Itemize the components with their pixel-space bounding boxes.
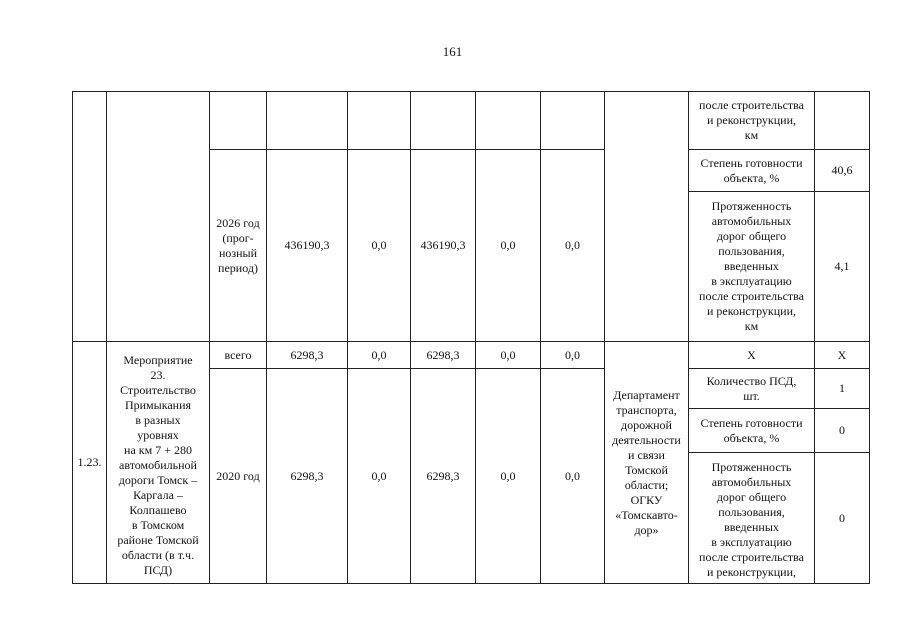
value-cell: 6298,3 [411,369,476,584]
period-cell-empty [210,92,267,150]
indicator-value: Х [815,342,870,369]
continuation-row [73,92,870,150]
value-cell: 0,0 [476,150,541,342]
value-cell: 0,0 [348,369,411,584]
value-cell: 0,0 [348,150,411,342]
executor: Департамент транспорта, дорожной деятельности и связи Томской области; ОГКУ «Томскавто- дор» [605,342,689,584]
indicator-length-tail: после строительства и реконструкции, км [689,92,815,150]
value-cell: 6298,3 [267,369,348,584]
number-cell-empty [73,92,107,342]
indicator-readiness: Степень готовности объекта, % [689,409,815,453]
page-number: 161 [442,44,463,59]
indicator-value: 0 [815,453,870,584]
indicator-x: Х [689,342,815,369]
indicator-value: 0 [815,409,870,453]
indicator-psd: Количество ПСД, шт. [689,369,815,409]
indicator-readiness: Степень готовности объекта, % [689,150,815,192]
executor-cell-empty [605,92,689,342]
measure-number: 1.23. [73,342,107,584]
value-cell: 0,0 [476,342,541,369]
indicator-value: 40,6 [815,150,870,192]
value-cell: 0,0 [476,369,541,584]
value-cell: 436190,3 [411,150,476,342]
name-cell-empty [107,92,210,342]
value-cell: 0,0 [348,342,411,369]
period-2026: 2026 год (прог- нозный период) [210,150,267,342]
period-total: всего [210,342,267,369]
indicator-length: Протяженность автомобильных дорог общего пользования, введенных в эксплуатацию после строительства и реконструкции, км [689,192,815,342]
value-cell: 0,0 [541,342,605,369]
value-cell: 6298,3 [411,342,476,369]
indicator-length: Протяженность автомобильных дорог общего пользования, введенных в эксплуатацию после строительства и реконструкции, [689,453,815,584]
period-2020: 2020 год [210,369,267,584]
value-cell: 6298,3 [267,342,348,369]
value-cell: 0,0 [541,369,605,584]
value-cell: 436190,3 [267,150,348,342]
measure-name: Мероприятие 23. Строительство Примыкания в разных уровнях на км 7 + 280 автомобильной дороги Томск – Каргала – Колпашево в Томском районе Томской области (в т.ч. ПСД) [107,342,210,584]
value-cell: 0,0 [541,150,605,342]
indicator-value: 4,1 [815,192,870,342]
measures-table [72,91,870,584]
indicator-value: 1 [815,369,870,409]
table-row-total [73,342,870,369]
